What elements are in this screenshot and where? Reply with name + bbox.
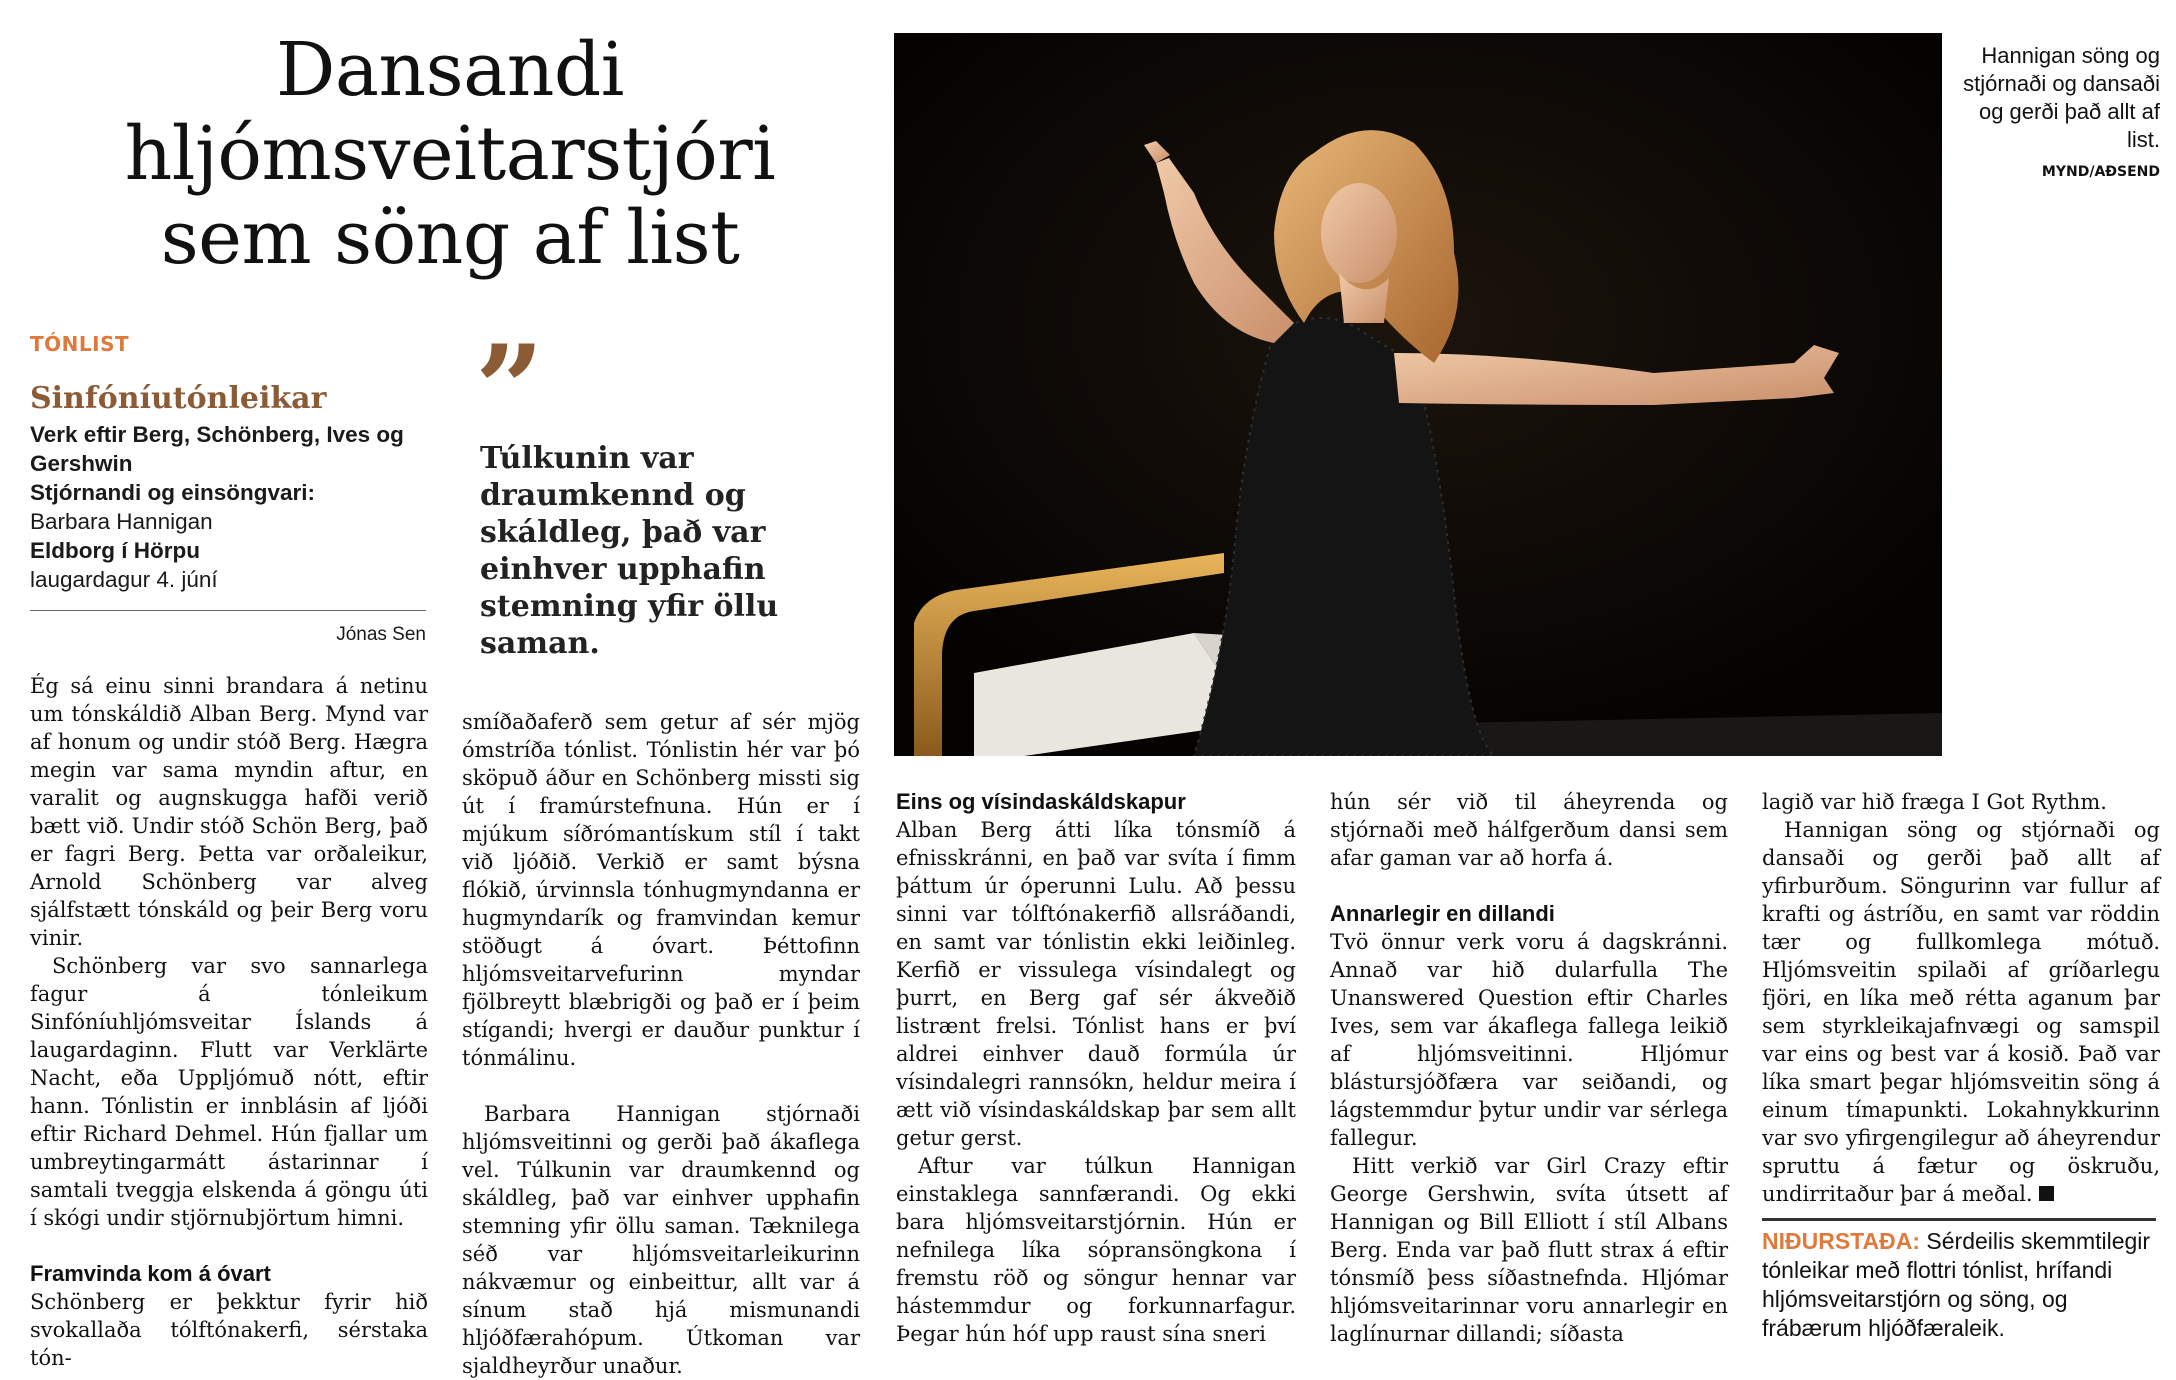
- headline-line-1: Dansandi: [276, 27, 624, 113]
- headline: [40, 28, 860, 280]
- paragraph: Hitt verkið var Girl Crazy eftir George Gershwin, svíta útsett af Hannigan og Bill Elliott í stíl Albans Berg. Enda var það flutt strax á eftir tónsmíð þess síðastnefnda. Hljómar hljómsveitarinnar voru annarlegir en laglínurnar dillandi; síðasta: [1330, 1154, 1728, 1346]
- article-column-2: [462, 708, 860, 1380]
- headline-line-2: hljómsveitarstjóri: [124, 111, 776, 197]
- conductor-illustration: [894, 33, 1942, 756]
- end-mark-icon: [2039, 1186, 2054, 1201]
- paragraph: [1762, 816, 2160, 1208]
- subheading: Framvinda kom á óvart: [30, 1261, 271, 1286]
- conductor-photo: [894, 33, 1942, 756]
- paragraph: Ég sá einu sinni brandara á netinu um tónskáldið Alban Berg. Mynd var af honum og undir stóð Berg. Hægra megin var sama myndin aftur, en varalit og augnskugga hafði verið bætt við. Undir stóð Schön Berg, það er fagri Berg. Þetta var orðaleikur, Arnold Schönberg var alveg sjálfstætt tónskáld og þeir Berg voru vinir.: [30, 674, 428, 950]
- concert-title: Sinfóníutónleikar: [30, 381, 327, 416]
- article-column-5: [1762, 788, 2160, 1343]
- info-divider: [30, 610, 426, 611]
- quote-mark-icon: ”: [475, 319, 545, 460]
- paragraph: Barbara Hannigan stjórnaði hljómsveitinni og gerði það ákaflega vel. Túlkunin var draumkennd og skáldleg, það var einhver upphafin stemning yfir öllu saman. Tæknilega séð var hljómsveitarleikurinn nákvæmur og einbeittur, allt var á sínum stað hjá mismunandi hljóðfærahópum. Útkoman var sjaldheyrður unaður.: [462, 1102, 860, 1378]
- paragraph-text: Hannigan söng og stjórnaði og dansaði og gerði það allt af yfirburðum. Söngurinn var fullur af krafti og ástríðu, en samt var röddin tær og fullkomlega mótuð. Hljómsveitin spilaði af gríðarlegu fjöri, en líka með rétta aganum þar sem styrkleikajafnvægi og samspil var eins og best var á kosið. Það var líka smart þegar hljómsveitin söng á einum tímapunkti. Lokahnykkurinn var svo yfirgengilegur að áheyrendur spruttu á fætur og öskruðu, undirritaður þar á meðal.: [1762, 818, 2160, 1206]
- headline-line-3: sem söng af list: [160, 195, 740, 281]
- paragraph: lagið var hið fræga I Got Rythm.: [1762, 790, 2107, 814]
- article-column-1: [30, 672, 428, 1372]
- article-column-4: [1330, 788, 1728, 1348]
- concert-info: [30, 380, 430, 594]
- concert-date: laugardagur 4. júní: [30, 567, 218, 592]
- photo-credit: MYND/AÐSEND: [2041, 164, 2160, 180]
- paragraph: smíðaðaferð sem getur af sér mjög ómstríða tónlist. Tónlistin hér var þó sköpuð áður en Schönberg missti sig út í framúrstefnuna. Hún er í mjúkum síðrómantískum stíl í takt við ljóðið. Verkið er samt býsna flókið, úrvinnsla tónhugmyndanna er hugmyndarík og framvindan kemur stöðugt á óvart. Þéttofinn hljómsveitarvefurinn myndar fjölbreytt blæbrigði og það er í þeim stígandi; hvergi er dauður punktur í tónmálinu.: [462, 710, 860, 1070]
- section-label: TÓNLIST: [30, 332, 130, 356]
- paragraph: Alban Berg átti líka tónsmíð á efnisskránni, en það var svíta í fimm þáttum úr óperunni Lulu. Að þessu sinni var tólftónakerfið allsráðandi, en samt var tónlistin ekki leiðinleg. Kerfið er vissulega vísindalegt og þurrt, en Berg gaf sér ákveðið listrænt frelsi. Tónlist hans er því aldrei einhver dauð formúla úr vísindalegri rannsókn, heldur meira í ætt við vísindaskáldskap þar sem allt getur gerst.: [896, 818, 1296, 1150]
- paragraph: Schönberg er þekktur fyrir hið svokallaða tólftónakerfi, sérstaka tón-: [30, 1290, 428, 1370]
- paragraph: hún sér við til áheyrenda og stjórnaði með hálfgerðum dansi sem afar gaman var að horfa á.: [1330, 790, 1728, 870]
- concert-works: Verk eftir Berg, Schönberg, Ives og Gershwin: [30, 422, 404, 476]
- pull-quote: Túlkunin var draumkennd og skáldleg, það var einhver upphafin stemning yfir öllu saman.: [480, 441, 779, 661]
- verdict-divider: [1762, 1218, 2156, 1221]
- photo-caption: Hannigan söng og stjórnaði og dansaði og gerði það allt af list.: [1963, 43, 2160, 152]
- conductor-name: Barbara Hannigan: [30, 509, 213, 534]
- author-byline: Jónas Sen: [336, 624, 426, 645]
- paragraph: Tvö önnur verk voru á dagskránni. Annað var hið dularfulla The Unanswered Question eftir Charles Ives, sem var ákaflega fallega leikið af hljómsveitinni. Hljómur blástursjóðfæra var seiðandi, og lágstemmdur þytur undir var sérlega fallegur.: [1330, 930, 1728, 1150]
- subheading: Eins og vísindaskáldskapur: [896, 789, 1186, 814]
- verdict-text: Sérdeilis skemmtilegir tónleikar með flottri tónlist, hrífandi hljómsveitarstjórn og söng, og frábærum hljóðfæraleik.: [1762, 1228, 2151, 1341]
- paragraph: Aftur var túlkun Hannigan einstaklega sannfærandi. Og ekki bara hljómsveitarstjórnin. Hún er nefnilega líka sópransöngkona í fremstu röð og söngur hennar var hástemmdur og forkunnarfagur. Þegar hún hóf upp raust sína sneri: [896, 1154, 1296, 1346]
- paragraph: Schönberg var svo sannarlega fagur á tónleikum Sinfóníuhljómsveitar Íslands á laugardaginn. Flutt var Verklärte Nacht, eða Uppljómuð nótt, eftir hann. Tónlistin er innblásin af ljóði eftir Richard Dehmel. Hún fjallar um umbreytingarmátt ástarinnar í samtali tveggja elskenda á göngu úti í skógi undir stjörnubjörtum himni.: [30, 954, 428, 1230]
- subheading: Annarlegir en dillandi: [1330, 901, 1555, 926]
- article-column-3: [896, 788, 1296, 1348]
- venue: Eldborg í Hörpu: [30, 538, 200, 563]
- verdict-label: NIÐURSTAÐA:: [1762, 1228, 1921, 1254]
- conductor-label: Stjórnandi og einsöngvari:: [30, 480, 316, 505]
- verdict: [1762, 1227, 2160, 1343]
